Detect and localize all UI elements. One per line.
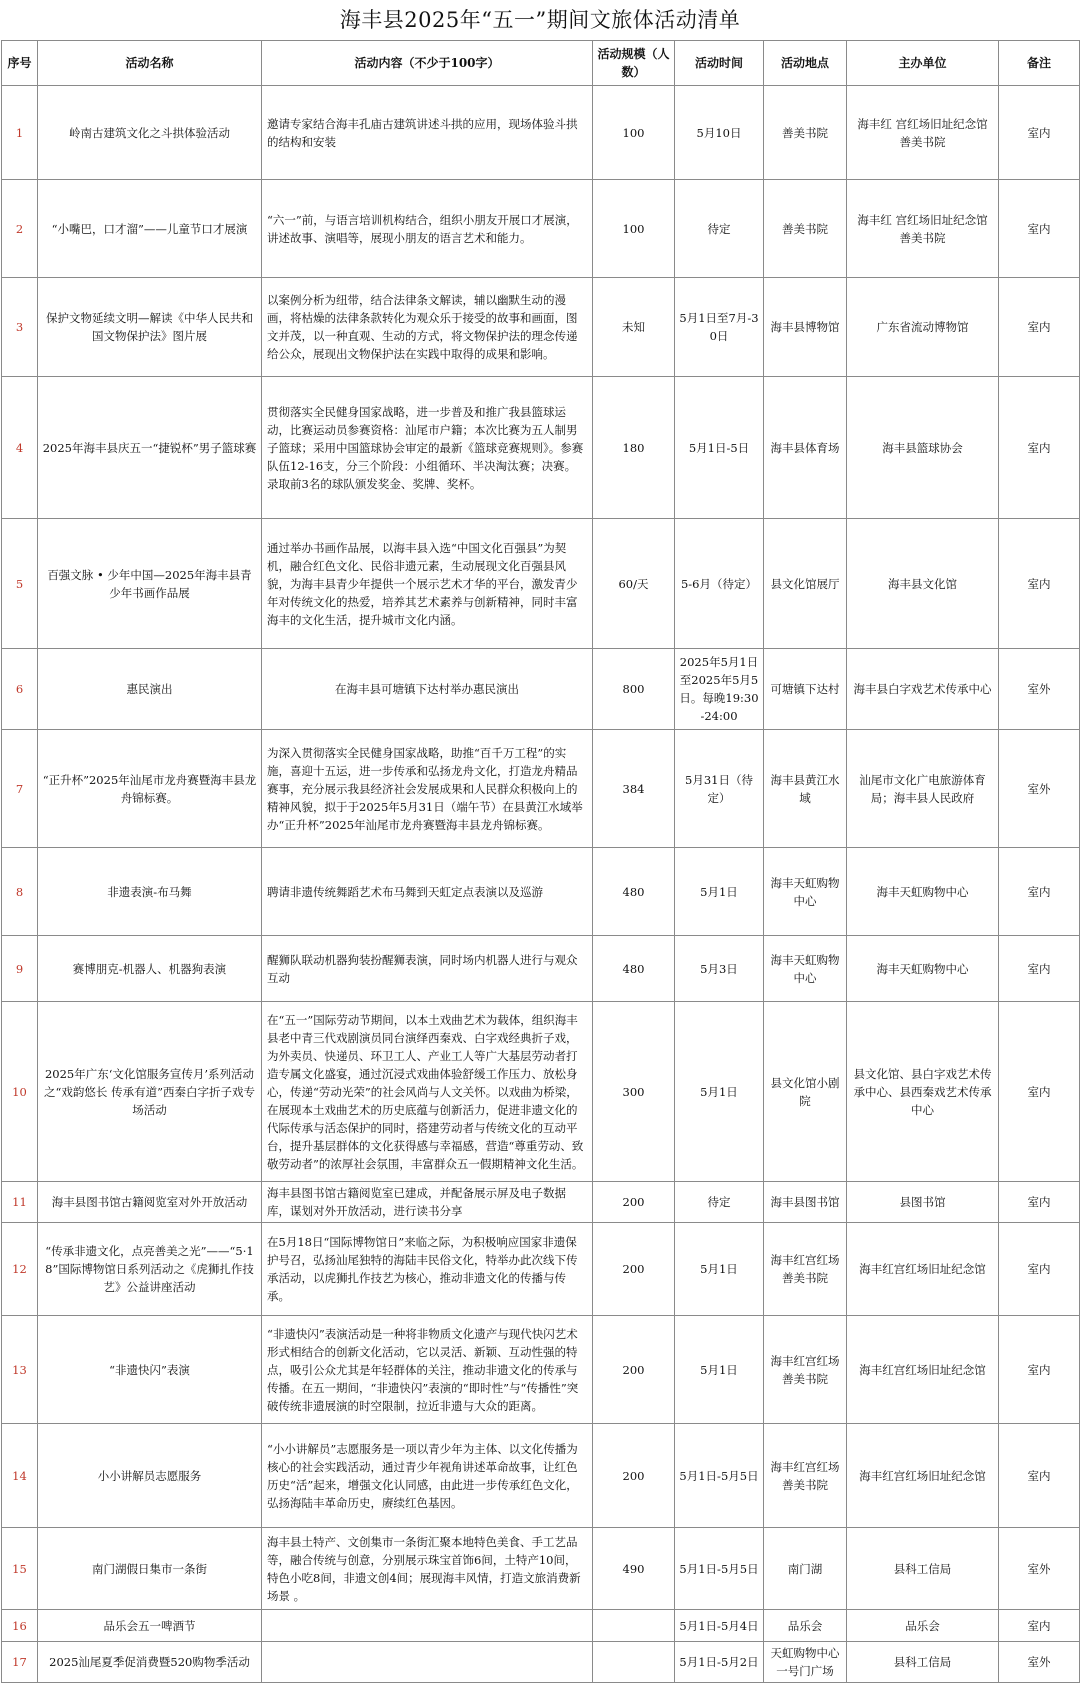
row-number: 4 [2,377,38,519]
activity-name: 品乐会五一啤酒节 [38,1610,262,1642]
activity-place: 海丰红宫红场善美书院 [764,1424,847,1528]
table-row [2,519,1080,649]
activity-host: 海丰红宫红场旧址纪念馆 [847,1316,999,1424]
activity-host: 县文化馆、县白字戏艺术传承中心、县西秦戏艺术传承中心 [847,1002,999,1182]
activity-scale [593,1642,675,1683]
activity-place: 天虹购物中心一号门广场 [764,1642,847,1683]
header-row [2,41,1080,86]
activity-host: 海丰红宫红场旧址纪念馆 [847,1424,999,1528]
table-row [2,1610,1080,1642]
activity-time: 待定 [675,180,764,278]
activity-scale: 384 [593,730,675,848]
row-number: 8 [2,848,38,936]
row-number: 14 [2,1424,38,1528]
activity-host: 海丰县文化馆 [847,519,999,649]
activity-scale: 200 [593,1316,675,1424]
table-row [2,848,1080,936]
activity-name: 赛博朋克-机器人、机器狗表演 [38,936,262,1002]
activity-note: 室外 [999,649,1080,730]
table-row [2,1002,1080,1182]
activity-name: 小小讲解员志愿服务 [38,1424,262,1528]
activity-note: 室内 [999,1182,1080,1223]
activity-note: 室内 [999,86,1080,180]
activity-time: 5月1日 [675,1316,764,1424]
table-row [2,1642,1080,1683]
activity-time: 5-6月（待定） [675,519,764,649]
activity-content: 醒狮队联动机器狗装扮醒狮表演，同时场内机器人进行与观众互动 [262,936,593,1002]
activity-host: 海丰天虹购物中心 [847,936,999,1002]
table-row [2,649,1080,730]
table-row [2,377,1080,519]
activity-scale: 200 [593,1223,675,1316]
activity-time: 5月1日-5月4日 [675,1610,764,1642]
activity-name: 保护文物延续文明—解读《中华人民共和国文物保护法》图片展 [38,278,262,377]
activity-note: 室外 [999,1528,1080,1610]
activity-host: 汕尾市文化广电旅游体育局；海丰县人民政府 [847,730,999,848]
row-number: 1 [2,86,38,180]
header-note: 备注 [999,41,1080,86]
activity-name: 2025汕尾夏季促消费暨520购物季活动 [38,1642,262,1683]
row-number: 2 [2,180,38,278]
activity-host: 海丰天虹购物中心 [847,848,999,936]
header-content: 活动内容（不少于100字） [262,41,593,86]
activity-scale: 100 [593,180,675,278]
activity-content: 邀请专家结合海丰孔庙古建筑讲述斗拱的应用，现场体验斗拱的结构和安装 [262,86,593,180]
activity-note: 室内 [999,848,1080,936]
activity-name: 2025年海丰县庆五一“捷锐杯”男子篮球赛 [38,377,262,519]
activity-place: 海丰红宫红场善美书院 [764,1316,847,1424]
table-row [2,180,1080,278]
activity-place: 海丰县博物馆 [764,278,847,377]
activity-place: 善美书院 [764,86,847,180]
activity-place: 品乐会 [764,1610,847,1642]
activity-time: 5月3日 [675,936,764,1002]
activity-content: 贯彻落实全民健身国家战略，进一步普及和推广我县篮球运动，比赛运动员参赛资格：汕尾市户籍；本次比赛为五人制男子篮球；采用中国篮球协会审定的最新《篮球竞赛规则》。参赛队伍12-16支，分三个阶段：小组循环、半决淘汰赛；决赛。录取前3名的球队颁发奖金、奖牌、奖杯。 [262,377,593,519]
activity-content: “小小讲解员”志愿服务是一项以青少年为主体、以文化传播为核心的社会实践活动，通过青少年视角讲述革命故事，让红色历史“活”起来，增强文化认同感，由此进一步传承红色文化，弘扬海陆丰革命历史，赓续红色基因。 [262,1424,593,1528]
activity-note: 室外 [999,1642,1080,1683]
row-number: 11 [2,1182,38,1223]
activity-scale: 100 [593,86,675,180]
activity-scale: 200 [593,1182,675,1223]
activity-time: 5月1日至7月-30日 [675,278,764,377]
activity-host: 品乐会 [847,1610,999,1642]
activity-scale: 300 [593,1002,675,1182]
activity-content: 为深入贯彻落实全民健身国家战略，助推“百千万工程”的实施，喜迎十五运，进一步传承和弘扬龙舟文化，打造龙舟精品赛事，充分展示我县经济社会发展成果和人民群众积极向上的精神风貌，拟于于2025年5月31日（端午节）在县黄江水域举办“正升杯”2025年汕尾市龙舟赛暨海丰县龙舟锦标赛。 [262,730,593,848]
activity-place: 海丰天虹购物中心 [764,936,847,1002]
activity-content [262,1642,593,1683]
activity-note: 室内 [999,1424,1080,1528]
table-row [2,278,1080,377]
activity-time: 5月31日（待定） [675,730,764,848]
activity-place: 县文化馆小剧院 [764,1002,847,1182]
activity-time: 5月10日 [675,86,764,180]
row-number: 3 [2,278,38,377]
header-host: 主办单位 [847,41,999,86]
activity-scale: 未知 [593,278,675,377]
activity-host: 广东省流动博物馆 [847,278,999,377]
activity-time: 5月1日-5月5日 [675,1424,764,1528]
activity-scale: 480 [593,848,675,936]
activity-place: 县文化馆展厅 [764,519,847,649]
activity-name: “传承非遗文化，点亮善美之光”——“5·18”国际博物馆日系列活动之《虎狮扎作技艺》公益讲座活动 [38,1223,262,1316]
activity-content: “六一”前，与语言培训机构结合，组织小朋友开展口才展演，讲述故事、演唱等，展现小朋友的语言艺术和能力。 [262,180,593,278]
header-time: 活动时间 [675,41,764,86]
activity-time: 5月1日 [675,1223,764,1316]
row-number: 6 [2,649,38,730]
activity-note: 室内 [999,519,1080,649]
activity-name: 百强文脉 • 少年中国—2025年海丰县青少年书画作品展 [38,519,262,649]
activity-scale: 490 [593,1528,675,1610]
activity-content: 在“五一”国际劳动节期间，以本土戏曲艺术为载体，组织海丰县老中青三代戏剧演员同台演绎西秦戏、白字戏经典折子戏，为外卖员、快递员、环卫工人、产业工人等广大基层劳动者打造专属文化盛宴，通过沉浸式戏曲体验舒缓工作压力、放松身心，传递“劳动光荣”的社会风尚与人文关怀。以戏曲为桥梁，在展现本土戏曲艺术的历史底蕴与创新活力，促进非遗文化的代际传承与活态保护的同时，搭建劳动者与传统文化的互动平台，提升基层群体的文化获得感与幸福感，营造“尊重劳动、致敬劳动者”的浓厚社会氛围，丰富群众五一假期精神文化生活。 [262,1002,593,1182]
row-number: 9 [2,936,38,1002]
activity-note: 室内 [999,1316,1080,1424]
activity-name: “正升杯”2025年汕尾市龙舟赛暨海丰县龙舟锦标赛。 [38,730,262,848]
activity-host: 海丰红 宫红场旧址纪念馆 善美书院 [847,86,999,180]
activity-host: 海丰红 宫红场旧址纪念馆 善美书院 [847,180,999,278]
activity-content: 聘请非遗传统舞蹈艺术布马舞到天虹定点表演以及巡游 [262,848,593,936]
activity-content: 在5月18日“国际博物馆日”来临之际，为积极响应国家非遗保护号召，弘扬汕尾独特的海陆丰民俗文化，特举办此次线下传承活动，以虎狮扎作技艺为核心，推动非遗文化的传播与传承。 [262,1223,593,1316]
row-number: 13 [2,1316,38,1424]
row-number: 5 [2,519,38,649]
activity-place: 海丰县体育场 [764,377,847,519]
activity-place: 海丰县图书馆 [764,1182,847,1223]
activity-place: 善美书院 [764,180,847,278]
activity-name: “小嘴巴，口才溜”——儿童节口才展演 [38,180,262,278]
activity-note: 室内 [999,278,1080,377]
activity-name: 海丰县图书馆古籍阅览室对外开放活动 [38,1182,262,1223]
table-row [2,1182,1080,1223]
activity-time: 5月1日 [675,1002,764,1182]
row-number: 12 [2,1223,38,1316]
activity-place: 南门湖 [764,1528,847,1610]
activity-scale: 800 [593,649,675,730]
activity-content: 海丰县土特产、文创集市一条街汇聚本地特色美食、手工艺品等，融合传统与创意，分别展示珠宝首饰6间，土特产10间，特色小吃8间，非遗文创4间；展现海丰风情，打造文旅消费新场景 。 [262,1528,593,1610]
activity-note: 室内 [999,1610,1080,1642]
activity-time: 5月1日-5日 [675,377,764,519]
activity-host: 海丰县白字戏艺术传承中心 [847,649,999,730]
activity-name: 惠民演出 [38,649,262,730]
activity-time: 2025年5月1日至2025年5月5日。每晚19:30-24:00 [675,649,764,730]
row-number: 7 [2,730,38,848]
activity-content: 在海丰县可塘镇下达村举办惠民演出 [262,649,593,730]
row-number: 17 [2,1642,38,1683]
activity-content: “非遗快闪”表演活动是一种将非物质文化遗产与现代快闪艺术形式相结合的创新文化活动，它以灵活、新颖、互动性强的特点，吸引公众尤其是年轻群体的关注，推动非遗文化的传承与传播。在五一期间，“非遗快闪”表演的“即时性”与“传播性”突破传统非遗展演的时空限制，拉近非遗与大众的距离。 [262,1316,593,1424]
activity-content: 海丰县图书馆古籍阅览室已建成，并配备展示屏及电子数据库，谋划对外开放活动，进行读书分享 [262,1182,593,1223]
activity-name: 非遗表演-布马舞 [38,848,262,936]
activity-content: 通过举办书画作品展，以海丰县入选“中国文化百强县”为契机，融合红色文化、民俗非遗元素，生动展现文化百强县风貌，为海丰县青少年提供一个展示艺术才华的平台，激发青少年对传统文化的热爱，培养其艺术素养与创新精神，同时丰富海丰的文化生活，提升城市文化内涵。 [262,519,593,649]
table-row [2,1528,1080,1610]
activity-name: 岭南古建筑文化之斗拱体验活动 [38,86,262,180]
activity-host: 县科工信局 [847,1642,999,1683]
activity-note: 室内 [999,377,1080,519]
table-row [2,730,1080,848]
row-number: 15 [2,1528,38,1610]
activity-name: 2025年广东‘文化馆服务宣传月’系列活动之“戏韵悠长 传承有道”西秦白字折子戏专场活动 [38,1002,262,1182]
table-row [2,936,1080,1002]
activity-host: 海丰县篮球协会 [847,377,999,519]
activity-host: 县图书馆 [847,1182,999,1223]
activity-scale: 200 [593,1424,675,1528]
header-name: 活动名称 [38,41,262,86]
activity-scale [593,1610,675,1642]
activity-name: 南门湖假日集市一条街 [38,1528,262,1610]
table-row [2,1424,1080,1528]
activity-host: 县科工信局 [847,1528,999,1610]
activity-scale: 60/天 [593,519,675,649]
activity-content: 以案例分析为纽带，结合法律条文解读，辅以幽默生动的漫画，将枯燥的法律条款转化为观众乐于接受的故事和画面，图文并茂，以一种直观、生动的方式，将文物保护法的理念传递给公众，展现出文物保护法在实践中取得的成果和影响。 [262,278,593,377]
activity-host: 海丰红宫红场旧址纪念馆 [847,1223,999,1316]
activity-content [262,1610,593,1642]
activity-note: 室内 [999,1002,1080,1182]
activity-note: 室内 [999,180,1080,278]
activity-place: 海丰红宫红场善美书院 [764,1223,847,1316]
activity-note: 室内 [999,936,1080,1002]
activity-place: 海丰县黄江水域 [764,730,847,848]
table-row [2,86,1080,180]
sheet-title: 海丰县2025年“五一”期间文旅体活动清单 [339,8,741,32]
header-place: 活动地点 [764,41,847,86]
activity-time: 5月1日-5月5日 [675,1528,764,1610]
activity-place: 海丰天虹购物中心 [764,848,847,936]
row-number: 16 [2,1610,38,1642]
table-row [2,1223,1080,1316]
header-no: 序号 [2,41,38,86]
activity-time: 5月1日 [675,848,764,936]
activity-note: 室外 [999,730,1080,848]
activity-table [1,40,1080,1683]
header-scale: 活动规模（人数） [593,41,675,86]
activity-name: “非遗快闪”表演 [38,1316,262,1424]
activity-scale: 180 [593,377,675,519]
activity-note: 室内 [999,1223,1080,1316]
table-row [2,1316,1080,1424]
activity-time: 待定 [675,1182,764,1223]
row-number: 10 [2,1002,38,1182]
activity-time: 5月1日-5月2日 [675,1642,764,1683]
activity-place: 可塘镇下达村 [764,649,847,730]
activity-scale: 480 [593,936,675,1002]
